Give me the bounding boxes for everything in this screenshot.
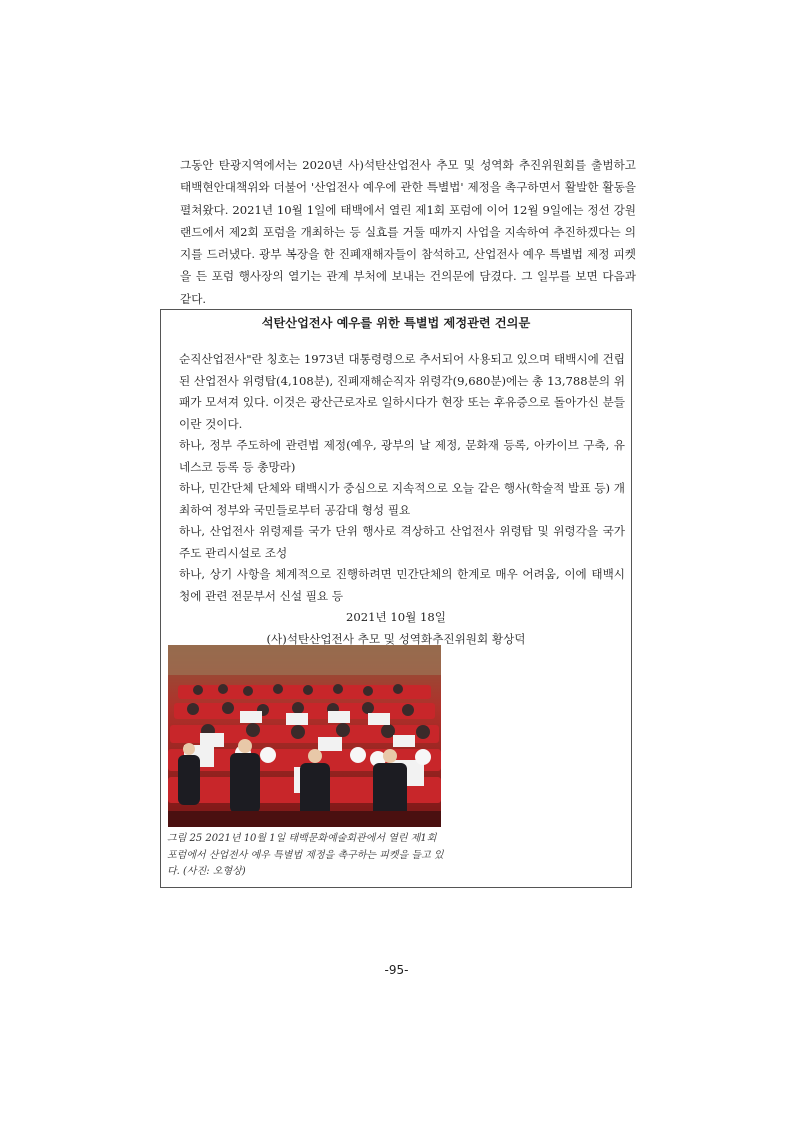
petition-box: [160, 309, 632, 888]
petition-item-3: 하나, 산업전사 위령제를 국가 단위 행사로 격상하고 산업전사 위령탑 및 위령각을 국가주도 관리시설로 조성: [179, 524, 625, 560]
petition-title: 석탄산업전사 예우를 위한 특별법 제정관련 건의문: [261, 316, 531, 330]
petition-item-4: 하나, 상기 사항을 체계적으로 진행하려면 민간단체의 한계로 매우 어려움, 이에 태백시청에 관련 전문부서 신설 필요 등: [179, 567, 625, 603]
petition-intro-paragraph: 순직산업전사"란 칭호는 1973년 대통령령으로 추서되어 사용되고 있으며 태백시에 건립된 산업전사 위령탑(4,108분), 진폐재해순직자 위령각(9,680분)에는 총 13,788분의 위패가 모셔져 있다. 이것은 광산근로자로 일하시다가 현장 또는 후유증으로 돌아가신 분들이란 것이다.: [179, 352, 625, 431]
page-number: -95-: [384, 963, 409, 977]
photo-caption: 그림 25 2021년 10월 1일 태백문화예술회관에서 열린 제1회 포럼에서 산업전사 예우 특별법 제정을 촉구하는 피켓을 들고 있다. (사진: 오형상): [167, 833, 444, 877]
forum-photo: [168, 645, 441, 827]
intro-text: 그동안 탄광지역에서는 2020년 사)석탄산업전사 추모 및 성역화 추진위원회를 출범하고 태백현안대책위와 더불어 '산업전사 예우에 관한 특별법' 제정을 촉구하면서 활발한 활동을 펼쳐왔다. 2021년 10월 1일에 태백에서 열린 제1회 포럼에 이어 12월 9일에는 정선 강원랜드에서 제2회 포럼을 개최하는 등 실효를 거둘 때까지 사업을 지속하여 추진하겠다는 의지를 드러냈다. 광부 복장을 한 진폐재해자들이 참석하고, 산업전사 예우 특별법 제정 피켓을 든 포럼 행사장의 열기는 관계 부처에 보내는 건의문에 담겼다. 그 일부를 보면 다음과 같다.: [180, 158, 636, 306]
petition-item-1: 하나, 정부 주도하에 관련법 제정(예우, 광부의 날 제정, 문화재 등록, 아카이브 구축, 유네스코 등록 등 총망라): [179, 438, 625, 474]
petition-body: [167, 349, 625, 650]
intro-paragraph: [166, 154, 636, 310]
petition-date: 2021년 10월 18일: [346, 610, 446, 624]
petition-item-2: 하나, 민간단체 단체와 태백시가 중심으로 지속적으로 오늘 같은 행사(학술적 발표 등) 개최하여 정부와 국민들로부터 공감대 형성 필요: [179, 481, 625, 517]
petition-signature: (사)석탄산업전사 추모 및 성역화추진위원회 황상덕: [266, 631, 526, 646]
forum-photo-image: [168, 645, 441, 827]
